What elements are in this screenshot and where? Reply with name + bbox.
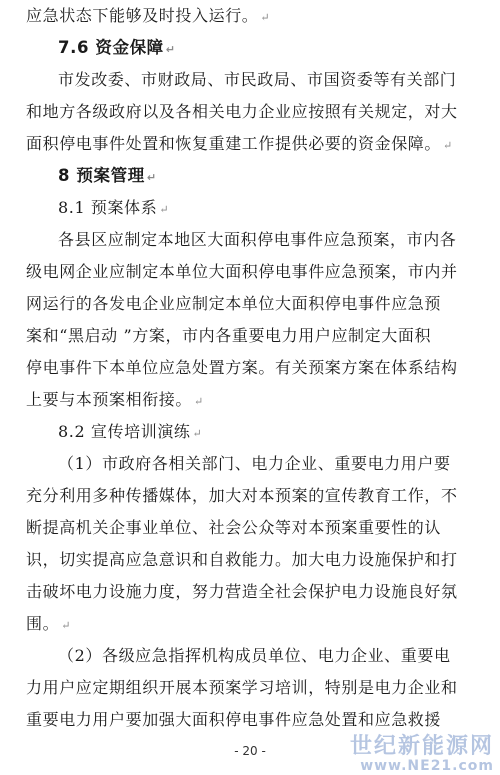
text-line: （1）市政府各相关部门、电力企业、重要电力用户要 [58, 454, 451, 473]
text-line: 击破坏电力设施力度，努力营造全社会保护电力设施良好氛 [26, 582, 458, 601]
section-heading-8: 8 预案管理 ↵ [58, 166, 157, 185]
section-heading-7-6: 7.6 资金保障 ↵ [58, 38, 176, 57]
watermark-cn: 世纪新能源网 [349, 734, 494, 759]
paragraph-mark-icon: ↵ [165, 43, 176, 56]
text-line: 网运行的各发电企业应制定本单位大面积停电事件应急预 [26, 294, 442, 313]
text-line: 断提高机关企事业单位、社会公众等对本预案重要性的认 [26, 518, 442, 537]
text-line: 停电事件下本单位应急处置方案。有关预案方案在体系结构 [26, 358, 458, 377]
paragraph-mark-icon: ↵ [194, 395, 204, 408]
text-line: 和地方各级政府以及各相关电力企业应按照有关规定，对大 [26, 102, 458, 121]
text-line: 各县区应制定本地区大面积停电事件应急预案，市内各 [58, 230, 457, 249]
text-line: 上要与本预案相衔接。 ↵ [26, 390, 204, 409]
text-line: 识，切实提高应急意识和自救能力。加大电力设施保护和打 [26, 550, 458, 569]
text-line: 级电网企业应制定本单位大面积停电事件应急预案，市内并 [26, 262, 458, 281]
paragraph-mark-icon: ↵ [260, 11, 271, 24]
text-line: 市发改委、市财政局、市民政局、市国资委等有关部门 [58, 70, 457, 89]
text-line: 重要电力用户要加强大面积停电事件应急处置和应急救援 [26, 710, 442, 729]
paragraph-mark-icon: ↵ [146, 171, 157, 184]
paragraph-mark-icon: ↵ [61, 619, 72, 632]
text-line: （2）各级应急指挥机构成员单位、电力企业、重要电 [58, 646, 451, 665]
page-number: - 20 - [234, 744, 266, 758]
text-line: 围。 ↵ [26, 614, 72, 633]
subsection-heading-8-1: 8.1 预案体系 ↵ [58, 198, 170, 217]
watermark-logo [350, 735, 494, 773]
text-line: 力用户应定期组织开展本预案学习培训，特别是电力企业和 [26, 678, 458, 697]
watermark-url: www.NE21.com [360, 758, 494, 774]
text-line: 充分利用多种传播媒体，加大对本预案的宣传教育工作，不 [26, 486, 458, 505]
paragraph-mark-icon: ↵ [443, 139, 453, 152]
paragraph-mark-icon: ↵ [159, 203, 170, 216]
text-line: 面积停电事件处置和恢复重建工作提供必要的资金保障。 ↵ [26, 134, 453, 153]
paragraph-mark-icon: ↵ [192, 427, 203, 440]
text-line: 案和“黑启动 ”方案，市内各重要电力用户应制定大面积 [26, 326, 432, 345]
subsection-heading-8-2: 8.2 宣传培训演练 ↵ [58, 422, 203, 441]
text-line: 应急状态下能够及时投入运行。 ↵ [26, 6, 271, 25]
